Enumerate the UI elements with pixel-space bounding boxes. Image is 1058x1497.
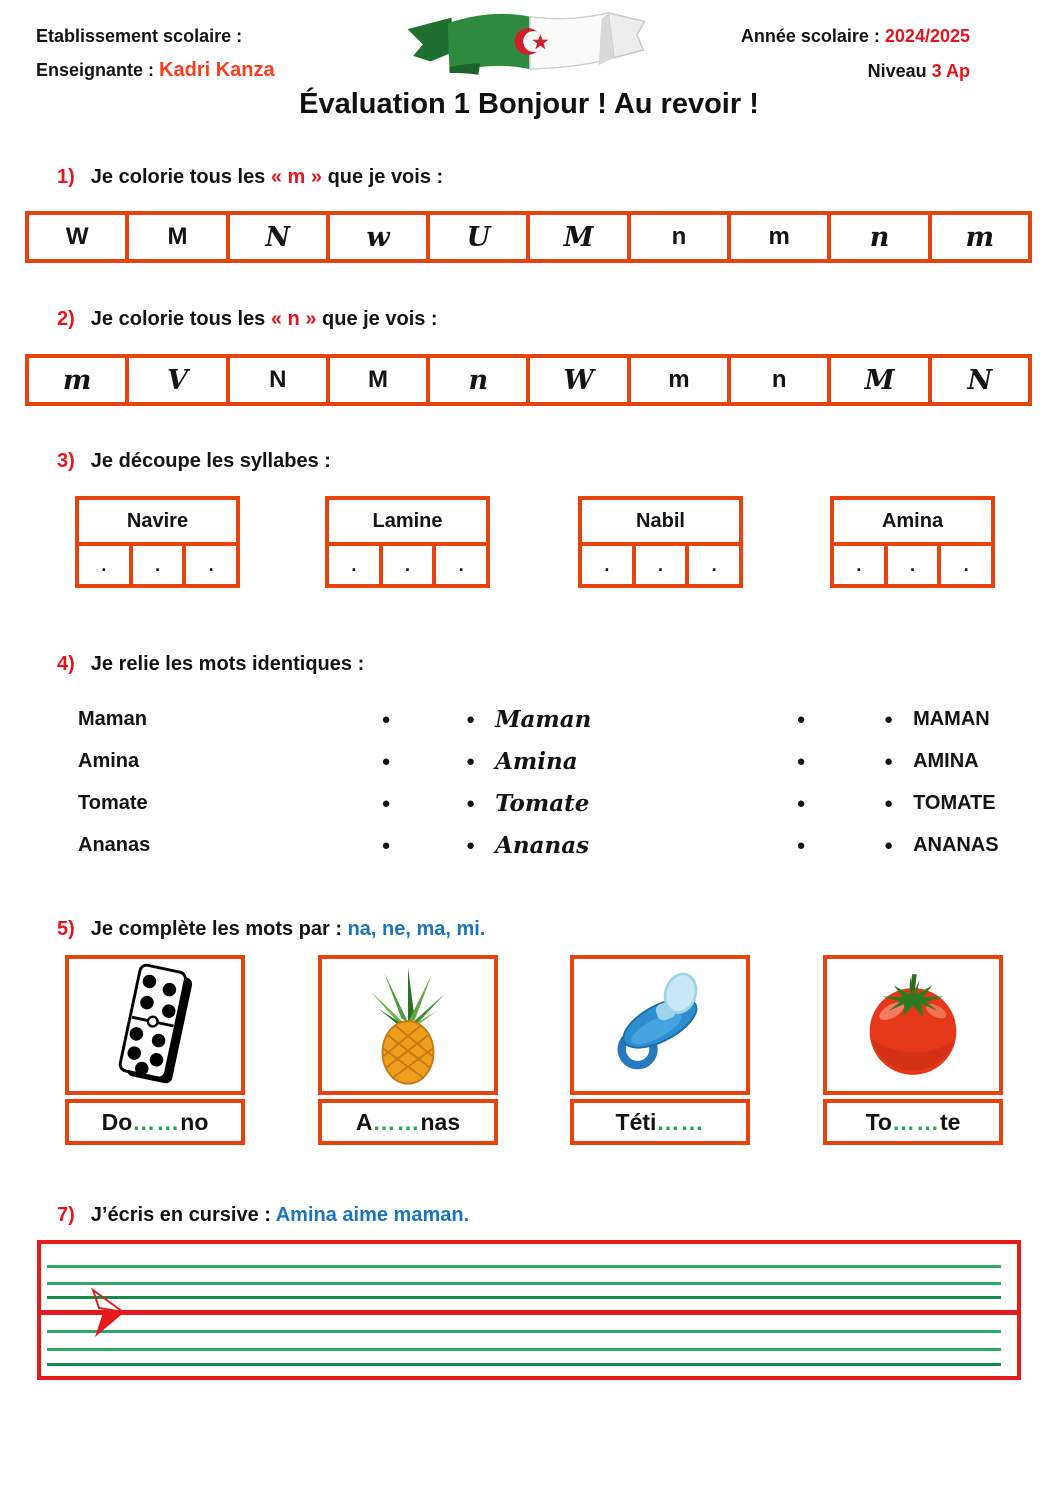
- exercise3-text: Je découpe les syllabes :: [90, 450, 331, 472]
- bullet-dot: ●: [796, 836, 806, 854]
- tomato-image: [823, 955, 1003, 1095]
- syllable-word: Lamine: [325, 496, 490, 546]
- bullet-dot: ●: [884, 836, 894, 854]
- caption-dots: ……: [891, 1108, 940, 1135]
- writing-guideline: [47, 1348, 1001, 1351]
- syllable-table: [325, 496, 490, 588]
- match-word-cursive: Maman: [495, 705, 592, 733]
- letter-cell: n: [426, 358, 526, 402]
- match-word-print: Tomate: [78, 791, 148, 814]
- match-upper-group: [884, 834, 999, 857]
- picture-card-domino: [65, 955, 245, 1145]
- bullet-dot: ●: [466, 710, 476, 728]
- exercise1-target-letter: « m »: [270, 166, 323, 188]
- exercise1-number: 1): [57, 166, 75, 188]
- header-left: [36, 26, 275, 82]
- caption-prefix: To: [865, 1108, 892, 1135]
- domino-image: [65, 955, 245, 1095]
- letter-cell: M: [827, 358, 927, 402]
- match-word-upper: MAMAN: [913, 707, 990, 730]
- exercise5-number: 5): [57, 918, 75, 940]
- syllable-tables: [0, 496, 1058, 596]
- syllable-cell: .: [632, 546, 686, 584]
- match-word-upper: ANANAS: [913, 833, 999, 856]
- bullet-dot: ●: [796, 794, 806, 812]
- match-upper-group: [884, 792, 996, 815]
- bullet-dot: ●: [381, 836, 391, 854]
- page-title: Évaluation 1 Bonjour ! Au revoir !: [299, 88, 759, 120]
- match-word-upper: TOMATE: [913, 791, 996, 814]
- syllable-cell: .: [129, 546, 183, 584]
- match-cursive-group: [466, 706, 718, 733]
- caption-suffix: nas: [420, 1108, 461, 1135]
- match-upper-group: [884, 750, 983, 773]
- caption-suffix: no: [180, 1108, 209, 1135]
- start-arrow-icon: [89, 1286, 133, 1338]
- year-value: 2024/2025: [884, 26, 970, 46]
- bullet-dot: ●: [466, 794, 476, 812]
- syllable-word: Nabil: [578, 496, 743, 546]
- bullet-dot: ●: [884, 710, 894, 728]
- exercise5-text: Je complète les mots par :: [90, 918, 348, 940]
- match-row: [78, 824, 999, 866]
- match-cursive-group: [466, 832, 718, 859]
- letter-cell: M: [326, 358, 426, 402]
- syllable-word: Navire: [75, 496, 240, 546]
- letter-cell: n: [827, 215, 927, 259]
- level-value: 3 Ap: [931, 61, 970, 81]
- bullet-dot: ●: [381, 752, 391, 770]
- match-word-print: Ananas: [78, 833, 151, 856]
- level-label: Niveau: [867, 61, 927, 81]
- year-label: Année scolaire :: [740, 26, 880, 46]
- writing-baseline: [37, 1310, 1021, 1315]
- teacher-name: Kadri Kanza: [159, 59, 275, 81]
- bullet-dot: ●: [466, 752, 476, 770]
- exercise2-text-end: que je vois :: [316, 308, 438, 330]
- letter-cell: n: [627, 215, 727, 259]
- caption-domino: [65, 1099, 245, 1145]
- pacifier-image: [570, 955, 750, 1095]
- syllable-cell: .: [884, 546, 938, 584]
- match-word-cursive: Amina: [495, 747, 578, 775]
- exercise7-number: 7): [57, 1204, 75, 1226]
- letter-table-n: [25, 354, 1032, 406]
- caption-suffix: te: [939, 1108, 961, 1135]
- writing-guideline: [47, 1296, 1001, 1299]
- exercise4-text: Je relie les mots identiques :: [90, 653, 365, 675]
- letter-cell: U: [426, 215, 526, 259]
- letter-cell: N: [226, 358, 326, 402]
- syllable-table: [578, 496, 743, 588]
- caption-dots: ……: [372, 1108, 421, 1135]
- syllable-word: Amina: [830, 496, 995, 546]
- letter-cell: V: [125, 358, 225, 402]
- syllable-row: [325, 546, 490, 588]
- letter-cell: M: [125, 215, 225, 259]
- match-row: [78, 740, 983, 782]
- exercise2-target-letter: « n »: [270, 308, 317, 330]
- caption-tomato: [823, 1099, 1003, 1145]
- writing-guideline: [47, 1330, 1001, 1333]
- match-cursive-group: [466, 748, 718, 775]
- exercise2-text: Je colorie tous les: [90, 308, 271, 330]
- match-cursive-group: [466, 790, 718, 817]
- caption-prefix: Téti: [615, 1108, 657, 1135]
- match-word-cursive: Tomate: [495, 789, 590, 817]
- caption-pacifier: [570, 1099, 750, 1145]
- syllable-table: [830, 496, 995, 588]
- match-upper-group: [884, 708, 990, 731]
- bullet-dot: ●: [466, 836, 476, 854]
- exercise7-heading: [57, 1204, 469, 1227]
- caption-prefix: Do: [101, 1108, 133, 1135]
- exercise2-number: 2): [57, 308, 75, 330]
- bullet-dot: ●: [796, 710, 806, 728]
- bullet-dot: ●: [884, 752, 894, 770]
- school-label: Etablissement scolaire :: [36, 26, 243, 46]
- letter-cell: M: [526, 215, 626, 259]
- syllable-cell: .: [856, 554, 862, 575]
- pineapple-image: [318, 955, 498, 1095]
- letter-table-m: [25, 211, 1032, 263]
- bullet-dot: ●: [381, 710, 391, 728]
- teacher-line: [36, 59, 275, 82]
- syllable-cell: .: [604, 554, 610, 575]
- cursive-writing-area: [37, 1240, 1021, 1380]
- syllable-cell: .: [432, 546, 486, 584]
- syllable-cell: .: [101, 554, 107, 575]
- letter-cell: n: [727, 358, 827, 402]
- match-row: [78, 782, 996, 824]
- picture-card-pineapple: [318, 955, 498, 1145]
- syllable-cell: .: [182, 546, 236, 584]
- syllable-cell: .: [351, 554, 357, 575]
- match-row: [78, 698, 990, 740]
- letter-cell: N: [928, 358, 1028, 402]
- exercise2-heading: [57, 308, 438, 331]
- exercise3-heading: [57, 450, 331, 473]
- writing-guideline: [47, 1282, 1001, 1285]
- level-line: [741, 61, 970, 82]
- picture-card-pacifier: [570, 955, 750, 1145]
- exercise1-heading: [57, 166, 443, 189]
- letter-cell: W: [65, 223, 89, 250]
- exercise4-number: 4): [57, 653, 75, 675]
- exercise5-heading: [57, 918, 485, 941]
- caption-prefix: A: [355, 1108, 373, 1135]
- bullet-dot: ●: [381, 794, 391, 812]
- letter-cell: m: [727, 215, 827, 259]
- syllable-row: [578, 546, 743, 588]
- exercise5-syllable-list: na, ne, ma, mi.: [347, 918, 486, 940]
- writing-guideline: [47, 1363, 1001, 1366]
- bullet-dot: ●: [796, 752, 806, 770]
- exercise7-sentence: Amina aime maman.: [275, 1204, 470, 1226]
- algeria-flag-ribbon-icon: [398, 8, 656, 96]
- match-word-cursive: Ananas: [495, 831, 590, 859]
- caption-dots: ……: [656, 1108, 705, 1135]
- letter-cell: W: [526, 358, 626, 402]
- picture-card-tomato: [823, 955, 1003, 1145]
- matching-exercise: [78, 698, 999, 868]
- syllable-cell: .: [685, 546, 739, 584]
- letter-cell: m: [62, 364, 92, 396]
- syllable-table: [75, 496, 240, 588]
- letter-cell: m: [928, 215, 1028, 259]
- exercise4-heading: [57, 653, 364, 676]
- syllable-cell: .: [379, 546, 433, 584]
- bullet-dot: ●: [884, 794, 894, 812]
- header-right: [741, 26, 970, 82]
- caption-dots: ……: [132, 1108, 181, 1135]
- syllable-row: [830, 546, 995, 588]
- exercise1-text-end: que je vois :: [322, 166, 444, 188]
- caption-pineapple: [318, 1099, 498, 1145]
- letter-cell: w: [326, 215, 426, 259]
- syllable-row: [75, 546, 240, 588]
- letter-cell: m: [627, 358, 727, 402]
- exercise7-text: J’écris en cursive :: [90, 1204, 276, 1226]
- writing-guideline: [47, 1265, 1001, 1268]
- teacher-label: Enseignante :: [36, 60, 155, 80]
- exercise3-number: 3): [57, 450, 75, 472]
- school-year-line: [741, 26, 970, 47]
- match-word-print: Maman: [78, 707, 147, 730]
- letter-cell: N: [226, 215, 326, 259]
- exercise1-text: Je colorie tous les: [90, 166, 271, 188]
- match-word-upper: AMINA: [913, 749, 979, 772]
- syllable-cell: .: [937, 546, 991, 584]
- match-word-print: Amina: [78, 749, 140, 772]
